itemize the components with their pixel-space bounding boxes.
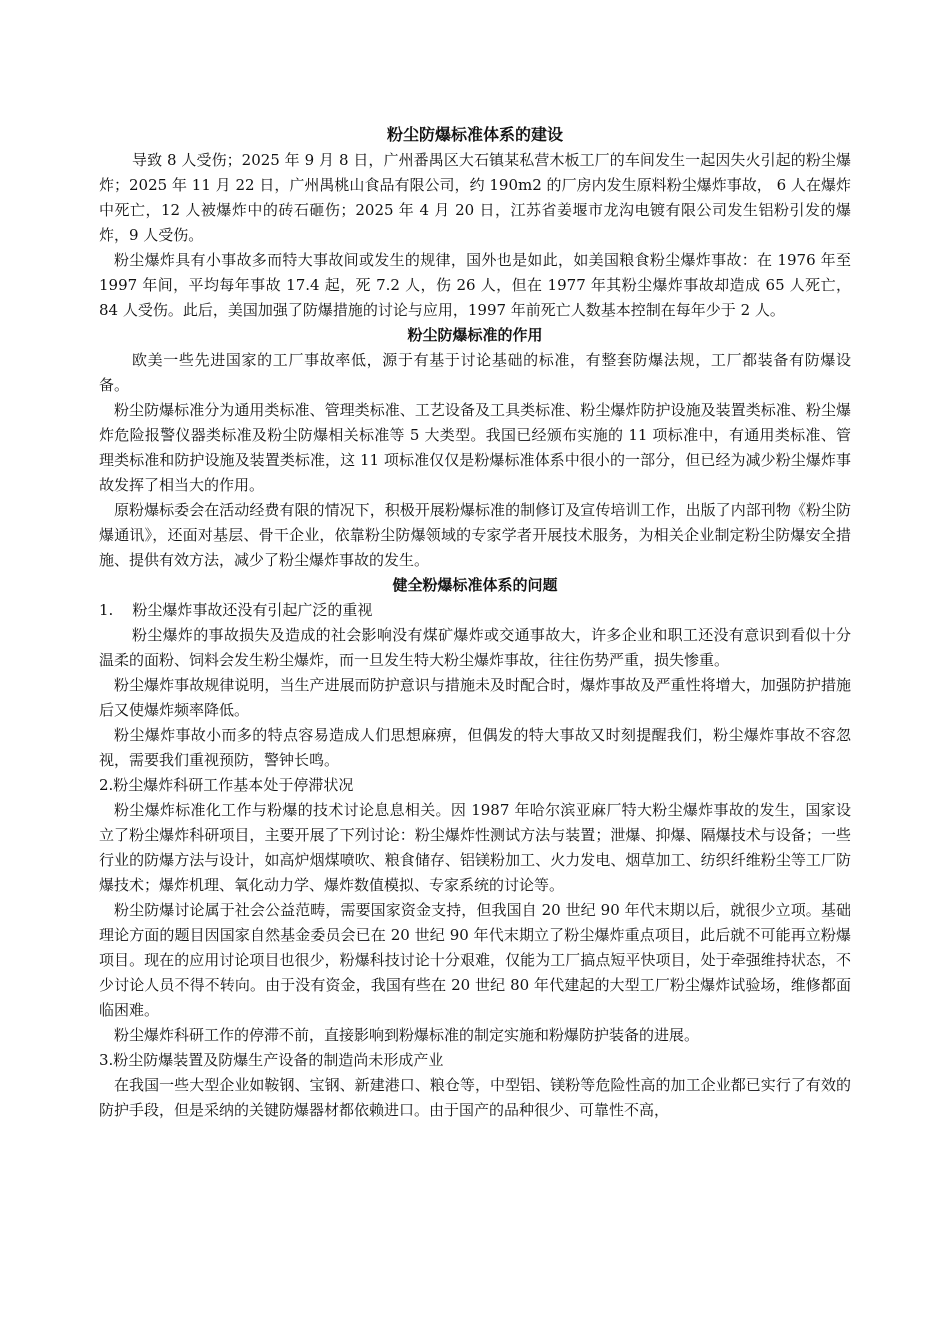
item1-paragraph-3: 粉尘爆炸事故小而多的特点容易造成人们思想麻痹，但偶发的特大事故又时刻提醒我们，粉尘爆炸事故不容忽视，需要我们重视预防，警钟长鸣。 [99, 726, 851, 769]
item3-title: 3.粉尘防爆装置及防爆生产设备的制造尚未形成产业 [99, 1051, 444, 1069]
intro-paragraph-2: 粉尘爆炸具有小事故多而特大事故间或发生的规律，国外也是如此，如美国粮食粉尘爆炸事故：在 1976 年至 1997 年间，平均每年事故 17.4 起，死 7.2 人，伤 26 人，但在 1977 年其粉尘爆炸事故却造成 65 人死亡，84 人受伤。此后，美国加强了防爆措施的讨论与应用，1997 年前死亡人数基本控制在每年少于 2 人。 [99, 251, 851, 319]
item2-paragraph-1: 粉尘爆炸标准化工作与粉爆的技术讨论息息相关。因 1987 年哈尔滨亚麻厂特大粉尘爆炸事故的发生，国家设立了粉尘爆炸科研项目，主要开展了下列讨论：粉尘爆炸性测试方法与装置；泄爆、抑爆、隔爆技术与设备；一些行业的防爆方法与设计，如高炉烟煤喷吹、粮食储存、铝镁粉加工、火力发电、烟草加工、纺织纤维粉尘等工厂防爆技术；爆炸机理、氧化动力学、爆炸数值模拟、专家系统的讨论等。 [99, 801, 851, 894]
item1-paragraph-1: 粉尘爆炸的事故损失及造成的社会影响没有煤矿爆炸或交通事故大，许多企业和职工还没有意识到看似十分温柔的面粉、饲料会发生粉尘爆炸，而一旦发生特大粉尘爆炸事故，往往伤势严重，损失惨重。 [99, 626, 851, 669]
section-heading-role: 粉尘防爆标准的作用 [407, 326, 543, 344]
intro-paragraph-1: 导致 8 人受伤；2025 年 9 月 8 日，广州番禺区大石镇某私营木板工厂的车间发生一起因失火引起的粉尘爆炸；2025 年 11 月 22 日，广州禺桃山食品有限公司，约 190m2 的厂房内发生原料粉尘爆炸事故， 6 人在爆炸中死亡，12 人被爆炸中的砖石砸伤；2025 年 4 月 20 日，江苏省姜堰市龙沟电镀有限公司发生铝粉引发的爆炸，9 人受伤。 [99, 151, 851, 244]
item2-paragraph-2: 粉尘防爆讨论属于社会公益范畴，需要国家资金支持，但我国自 20 世纪 90 年代末期以后，就很少立项。基础理论方面的题目因国家自然基金委员会已在 20 世纪 90 年代末期立了粉尘爆炸重点项目，此后就不可能再立粉爆项目。现在的应用讨论项目也很少，粉爆科技讨论十分艰难，仅能为工厂搞点短平快项目，处于牵强维持状态，不少讨论人员不得不转向。由于没有资金，我国有些在 20 世纪 80 年代建起的大型工厂粉尘爆炸试验场，维修都面临困难。 [99, 901, 851, 1019]
section1-paragraph-1: 欧美一些先进国家的工厂事故率低，源于有基于讨论基础的标准，有整套防爆法规，工厂都装备有防爆设备。 [99, 351, 851, 394]
item3-paragraph-1: 在我国一些大型企业如鞍钢、宝钢、新建港口、粮仓等，中型铝、镁粉等危险性高的加工企业都已实行了有效的防护手段，但是采纳的关键防爆器材都依赖进口。由于国产的品种很少、可靠性不高， [99, 1076, 851, 1119]
item1-paragraph-2: 粉尘爆炸事故规律说明，当生产进展而防护意识与措施未及时配合时，爆炸事故及严重性将增大，加强防护措施后又使爆炸频率降低。 [99, 676, 851, 719]
item2-title: 2.粉尘爆炸科研工作基本处于停滞状况 [99, 776, 354, 794]
document-title: 粉尘防爆标准体系的建设 [386, 125, 563, 144]
section1-paragraph-2: 粉尘防爆标准分为通用类标准、管理类标准、工艺设备及工具类标准、粉尘爆炸防护设施及装置类标准、粉尘爆炸危险报警仪器类标准及粉尘防爆相关标准等 5 大类型。我国已经颁布实施的 11 项标准中，有通用类标准、管理类标准和防护设施及装置类标准，这 11 项标准仅仅是粉爆标准体系中很小的一部分，但已经为减少粉尘爆炸事故发挥了相当大的作用。 [99, 401, 851, 494]
section1-paragraph-3: 原粉爆标委会在活动经费有限的情况下，积极开展粉爆标准的制修订及宣传培训工作，出版了内部刊物《粉尘防爆通讯》，还面对基层、骨干企业，依靠粉尘防爆领域的专家学者开展技术服务，为相关企业制定粉尘防爆安全措施、提供有效方法，减少了粉尘爆炸事故的发生。 [99, 501, 851, 569]
item2-paragraph-3: 粉尘爆炸科研工作的停滞不前，直接影响到粉爆标准的制定实施和粉爆防护装备的进展。 [114, 1026, 700, 1044]
section-heading-problems: 健全粉爆标准体系的问题 [392, 576, 558, 594]
document-page [99, 122, 851, 1123]
item1-title: 1. 粉尘爆炸事故还没有引起广泛的重视 [99, 601, 373, 619]
